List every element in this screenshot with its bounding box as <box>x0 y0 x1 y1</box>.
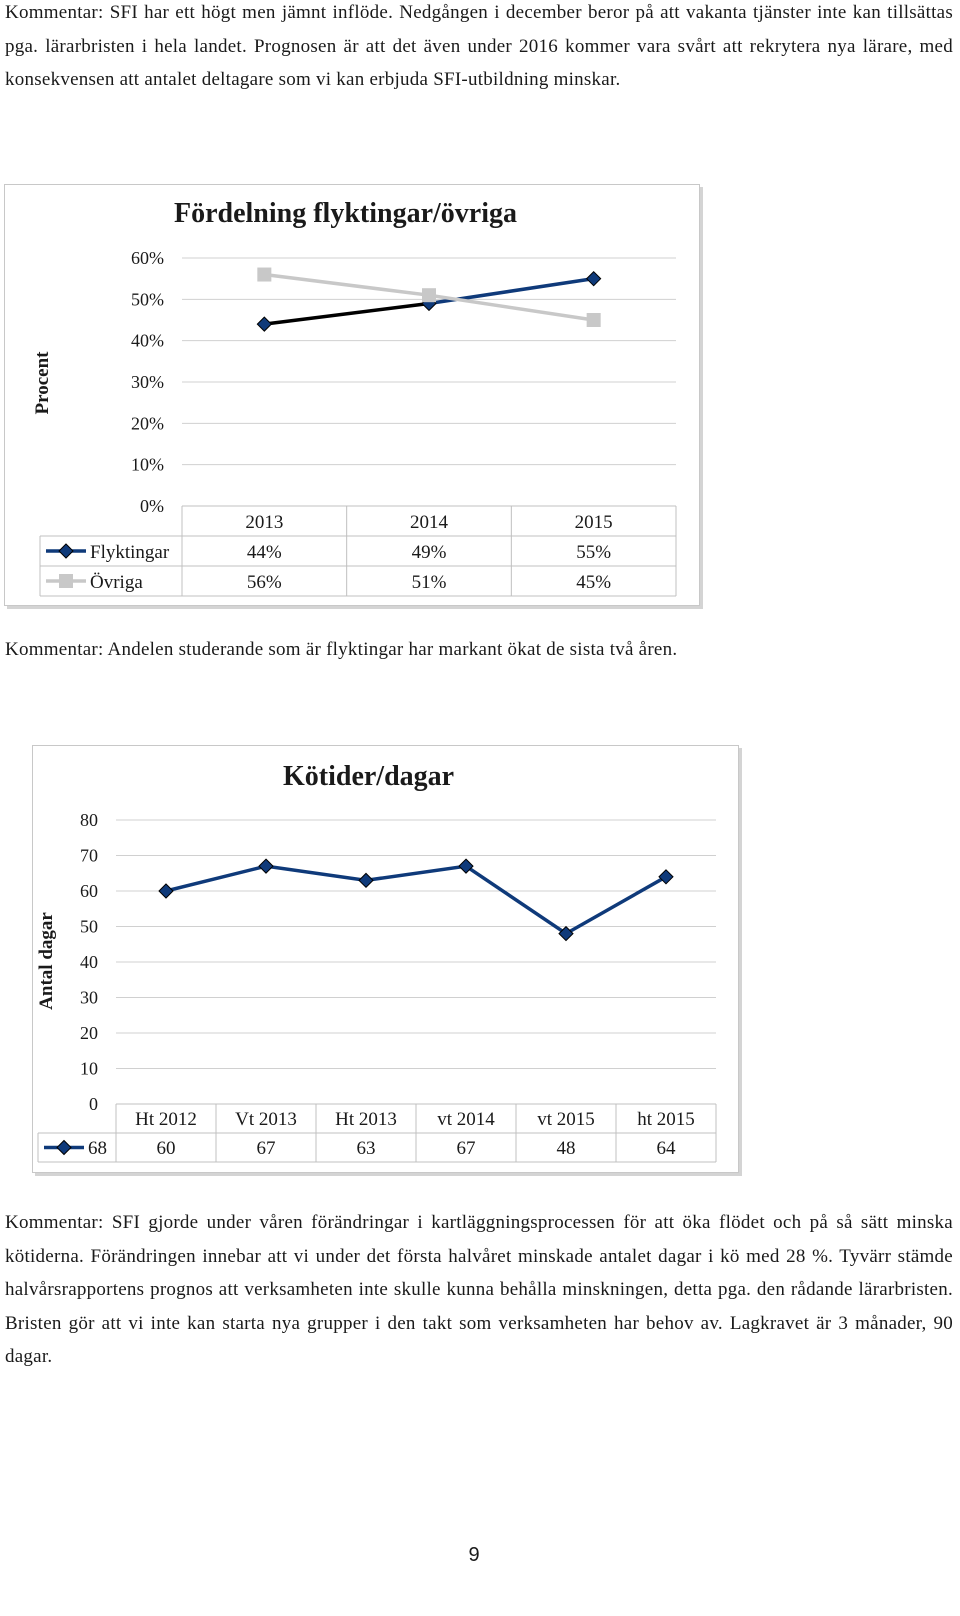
series-line-0 <box>166 866 666 933</box>
y-tick-label: 20% <box>131 413 164 434</box>
data-table-value: 44% <box>246 542 282 563</box>
legend-marker <box>57 1141 71 1155</box>
y-tick-label: 60 <box>80 881 98 901</box>
data-table-value: 67 <box>256 1138 276 1159</box>
chart1-title: Fördelning flyktingar/övriga <box>174 198 517 229</box>
data-table-value: 55% <box>576 542 612 563</box>
x-category-label: Ht 2012 <box>135 1109 197 1130</box>
data-point-marker <box>659 870 673 884</box>
data-table-value: 67 <box>456 1138 476 1159</box>
data-point-marker <box>359 873 373 887</box>
y-tick-label: 40% <box>131 330 164 351</box>
chart2-comment-text: Kommentar: SFI gjorde under våren förändringar i kartläggningsprocessen för att öka flödet och på så sätt minska kötiderna. Förändringen innebar att vi under det första halvåret minskade antalet dagar i kö med 28 %. Tyvärr stämde halvårsrapportens prognos att verksamheten inte skulle kunna behålla minskningen, detta pga. den rådande lärarbristen. Bristen gör att vi inte kan starta nya grupper i den takt som verksamheten har behov av. Lagkravet är 3 månader, 90 dagar. <box>5 1212 953 1367</box>
legend-series-name: Flyktingar <box>90 542 170 563</box>
intro-comment-text: Kommentar: SFI har ett högt men jämnt inflöde. Nedgången i december beror på att vakanta tjänster inte kan tillsättas pga. lärarbristen i hela landet. Prognosen är att det även under 2016 kommer vara svårt att rekrytera nya lärare, med konsekvensen att antalet deltagare som vi kan erbjuda SFI-utbildning minskar. <box>5 2 953 90</box>
x-category-label: vt 2014 <box>437 1109 495 1130</box>
data-table-value: 48 <box>556 1138 576 1159</box>
y-tick-label: 0 <box>89 1094 98 1114</box>
chart2-comment <box>5 1206 953 1374</box>
x-category-label: Ht 2013 <box>335 1109 397 1130</box>
y-tick-label: 80 <box>80 810 98 830</box>
legend-series-name: Övriga <box>90 572 143 593</box>
chart2-y-axis-label: Antal dagar <box>36 912 57 1010</box>
y-tick-label: 40 <box>80 952 98 972</box>
legend-series-name: 68 <box>88 1138 107 1159</box>
y-tick-label: 10% <box>131 454 164 475</box>
data-table-value: 64 <box>656 1138 676 1159</box>
y-tick-label: 10 <box>80 1058 98 1079</box>
y-tick-label: 0% <box>140 496 164 516</box>
data-table-value: 49% <box>411 542 447 563</box>
data-table-value: 45% <box>576 572 612 593</box>
x-category-label: 2013 <box>245 512 284 533</box>
y-tick-label: 50 <box>80 916 98 937</box>
chart2-title: Kötider/dagar <box>283 761 455 792</box>
chart1-y-axis-label: Procent <box>32 351 53 415</box>
x-category-label: 2015 <box>574 512 613 533</box>
y-tick-label: 60% <box>131 248 164 268</box>
x-category-label: 2014 <box>410 512 448 533</box>
y-tick-label: 20 <box>80 1023 98 1043</box>
data-table-value: 63 <box>356 1138 376 1159</box>
data-point-marker <box>159 884 173 898</box>
y-tick-label: 50% <box>131 289 164 310</box>
x-category-label: Vt 2013 <box>235 1109 297 1130</box>
data-table-value: 60 <box>156 1138 176 1159</box>
data-point-marker <box>259 859 273 873</box>
y-tick-label: 30 <box>80 987 98 1008</box>
y-tick-label: 70 <box>80 845 98 866</box>
x-category-label: vt 2015 <box>537 1109 595 1130</box>
chart1-comment-text: Kommentar: Andelen studerande som är flyktingar har markant ökat de sista två åren. <box>5 639 678 660</box>
y-tick-label: 30% <box>131 372 164 392</box>
data-table-value: 56% <box>246 572 282 593</box>
data-table-value: 51% <box>411 572 447 593</box>
page-number: 9 <box>468 1544 480 1566</box>
x-category-label: ht 2015 <box>637 1109 695 1130</box>
